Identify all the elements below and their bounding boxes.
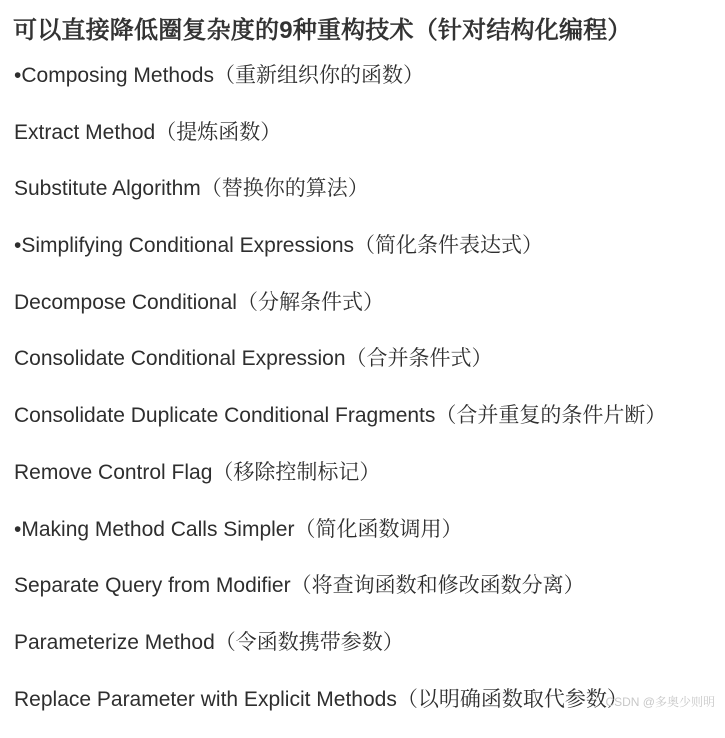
list-item-parameterize-method: Parameterize Method（令函数携带参数）	[14, 630, 404, 654]
list-item-consolidate-conditional-expression: Consolidate Conditional Expression（合并条件式）	[14, 347, 493, 371]
page-title: 可以直接降低圈复杂度的9种重构技术（针对结构化编程）	[13, 17, 632, 44]
list-item-remove-control-flag: Remove Control Flag（移除控制标记）	[14, 460, 381, 484]
list-item-replace-parameter-with-explicit-methods: Replace Parameter with Explicit Methods（以明确函数取代参数）	[14, 687, 628, 711]
refactoring-list	[14, 58, 666, 738]
list-item-composing-methods: •Composing Methods（重新组织你的函数）	[14, 64, 424, 87]
list-item-consolidate-duplicate-conditional-fragments: Consolidate Duplicate Conditional Fragments（合并重复的条件片断）	[14, 404, 667, 428]
list-item-extract-method: Extract Method（提炼函数）	[14, 120, 282, 144]
list-item-decompose-conditional: Decompose Conditional（分解条件式）	[14, 290, 384, 314]
list-item-making-method-calls-simpler: •Making Method Calls Simpler（简化函数调用）	[14, 517, 463, 541]
list-item-separate-query-from-modifier: Separate Query from Modifier（将查询函数和修改函数分离）	[14, 574, 585, 598]
list-item-substitute-algorithm: Substitute Algorithm（替换你的算法）	[14, 177, 369, 201]
list-item-simplifying-conditional-expressions: •Simplifying Conditional Expressions（简化条件表达式）	[14, 234, 544, 258]
watermark: CSDN @多奥少则明	[605, 695, 715, 709]
